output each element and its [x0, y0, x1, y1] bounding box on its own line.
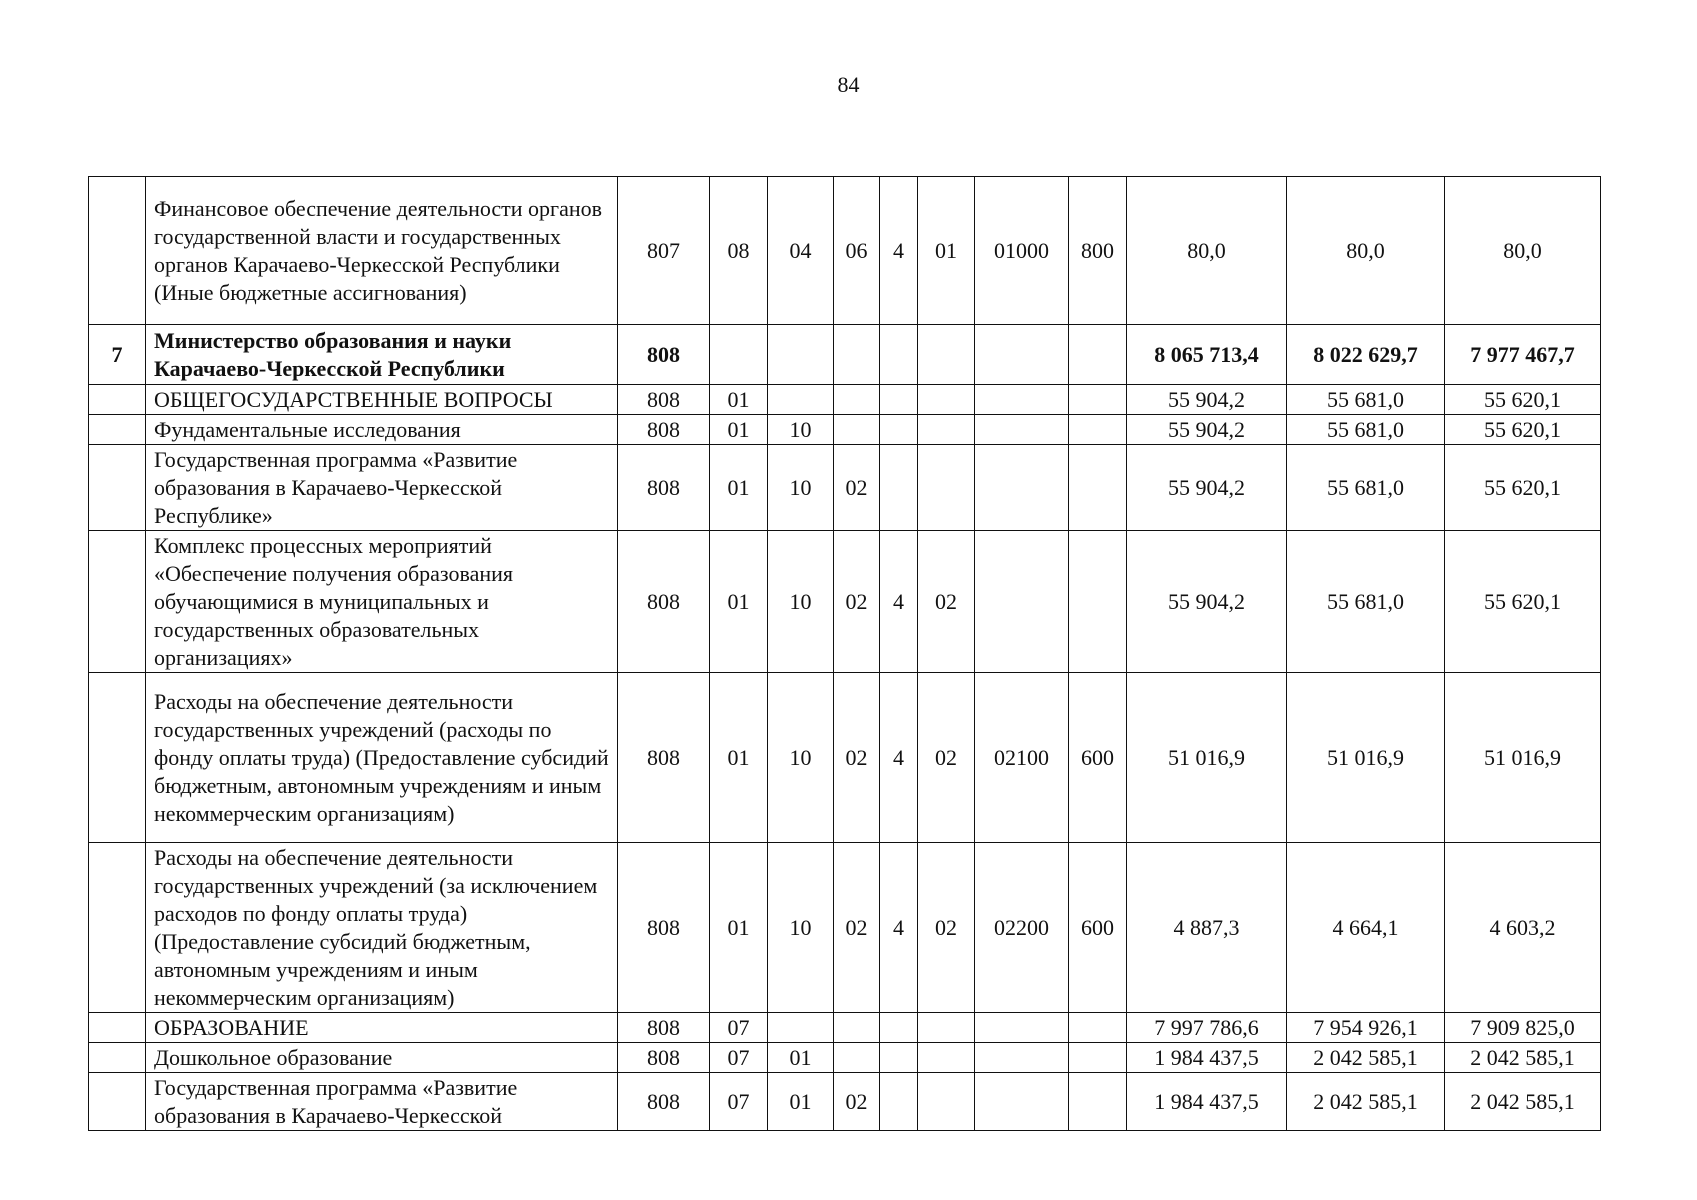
table-row [89, 445, 1601, 531]
amount-year1: 4 887,3 [1127, 843, 1287, 1013]
section-code: 01 [710, 843, 768, 1013]
amount-year3: 4 603,2 [1445, 843, 1601, 1013]
row-number [89, 1013, 146, 1043]
amount-year3: 55 620,1 [1445, 531, 1601, 673]
amount-year3: 2 042 585,1 [1445, 1043, 1601, 1073]
amount-year2: 55 681,0 [1287, 445, 1445, 531]
program-code [834, 415, 880, 445]
amount-year2: 55 681,0 [1287, 385, 1445, 415]
subprogram-type-code: 4 [880, 531, 918, 673]
subprogram-code: 02 [918, 531, 975, 673]
amount-year1: 80,0 [1127, 177, 1287, 325]
subprogram-code: 02 [918, 843, 975, 1013]
amount-year2: 7 954 926,1 [1287, 1013, 1445, 1043]
subprogram-code [918, 325, 975, 385]
table-row [89, 415, 1601, 445]
amount-year1: 55 904,2 [1127, 385, 1287, 415]
row-number: 7 [89, 325, 146, 385]
table-row [89, 673, 1601, 843]
subprogram-code [918, 1013, 975, 1043]
section-code: 07 [710, 1073, 768, 1131]
direction-code: 02200 [975, 843, 1069, 1013]
direction-code [975, 1043, 1069, 1073]
section-code: 07 [710, 1043, 768, 1073]
admin-code: 808 [618, 673, 710, 843]
subprogram-code [918, 1043, 975, 1073]
amount-year2: 2 042 585,1 [1287, 1043, 1445, 1073]
amount-year2: 55 681,0 [1287, 415, 1445, 445]
program-code [834, 1043, 880, 1073]
program-code: 02 [834, 445, 880, 531]
amount-year3: 55 620,1 [1445, 445, 1601, 531]
program-code [834, 385, 880, 415]
subprogram-type-code [880, 445, 918, 531]
admin-code: 808 [618, 1043, 710, 1073]
table-row [89, 1043, 1601, 1073]
subprogram-type-code [880, 325, 918, 385]
row-name: Расходы на обеспечение деятельности государственных учреждений (за исключением расходов по фонду оплаты труда) (Предоставление субсидий бюджетным, автономным учреждениям и иным некоммерческим организациям) [146, 843, 618, 1013]
admin-code: 808 [618, 415, 710, 445]
expense-type-code: 800 [1069, 177, 1127, 325]
row-name: Министерство образования и науки Карачаево-Черкесской Республики [146, 325, 618, 385]
section-code: 08 [710, 177, 768, 325]
subprogram-code [918, 415, 975, 445]
subsection-code: 10 [768, 531, 834, 673]
row-number [89, 385, 146, 415]
row-name: Комплекс процессных мероприятий «Обеспечение получения образования обучающимися в муниципальных и государственных образовательных организациях» [146, 531, 618, 673]
program-code [834, 1013, 880, 1043]
row-number [89, 177, 146, 325]
table-row [89, 843, 1601, 1013]
subsection-code: 10 [768, 843, 834, 1013]
admin-code: 807 [618, 177, 710, 325]
row-name: Государственная программа «Развитие образования в Карачаево-Черкесской [146, 1073, 618, 1131]
subprogram-type-code [880, 1043, 918, 1073]
amount-year1: 8 065 713,4 [1127, 325, 1287, 385]
amount-year1: 1 984 437,5 [1127, 1043, 1287, 1073]
section-code: 01 [710, 531, 768, 673]
amount-year1: 55 904,2 [1127, 531, 1287, 673]
subsection-code: 10 [768, 415, 834, 445]
direction-code [975, 385, 1069, 415]
budget-table [88, 176, 1601, 1131]
row-name: Фундаментальные исследования [146, 415, 618, 445]
subprogram-code: 02 [918, 673, 975, 843]
row-number [89, 673, 146, 843]
amount-year3: 2 042 585,1 [1445, 1073, 1601, 1131]
section-code [710, 325, 768, 385]
admin-code: 808 [618, 1073, 710, 1131]
subprogram-type-code: 4 [880, 673, 918, 843]
table-row [89, 325, 1601, 385]
subprogram-type-code [880, 1013, 918, 1043]
subprogram-code [918, 1073, 975, 1131]
direction-code [975, 325, 1069, 385]
subsection-code: 04 [768, 177, 834, 325]
direction-code [975, 445, 1069, 531]
section-code: 01 [710, 415, 768, 445]
program-code: 02 [834, 531, 880, 673]
amount-year2: 8 022 629,7 [1287, 325, 1445, 385]
expense-type-code [1069, 1073, 1127, 1131]
subprogram-code [918, 385, 975, 415]
amount-year3: 80,0 [1445, 177, 1601, 325]
table-row [89, 1073, 1601, 1131]
program-code: 02 [834, 843, 880, 1013]
row-name: Финансовое обеспечение деятельности органов государственной власти и государственных органов Карачаево-Черкесской Республики (Иные бюджетные ассигнования) [146, 177, 618, 325]
expense-type-code [1069, 1013, 1127, 1043]
table-row [89, 177, 1601, 325]
amount-year1: 1 984 437,5 [1127, 1073, 1287, 1131]
amount-year3: 7 909 825,0 [1445, 1013, 1601, 1043]
subprogram-type-code [880, 1073, 918, 1131]
row-name: Государственная программа «Развитие образования в Карачаево-Черкесской Республике» [146, 445, 618, 531]
subsection-code: 01 [768, 1073, 834, 1131]
row-name: Расходы на обеспечение деятельности государственных учреждений (расходы по фонду оплаты труда) (Предоставление субсидий бюджетным, автономным учреждениям и иным некоммерческим организациям) [146, 673, 618, 843]
expense-type-code: 600 [1069, 673, 1127, 843]
amount-year3: 51 016,9 [1445, 673, 1601, 843]
admin-code: 808 [618, 1013, 710, 1043]
expense-type-code [1069, 385, 1127, 415]
subprogram-type-code: 4 [880, 177, 918, 325]
section-code: 07 [710, 1013, 768, 1043]
amount-year1: 51 016,9 [1127, 673, 1287, 843]
subprogram-code [918, 445, 975, 531]
subsection-code [768, 325, 834, 385]
subsection-code: 10 [768, 445, 834, 531]
admin-code: 808 [618, 531, 710, 673]
admin-code: 808 [618, 445, 710, 531]
amount-year1: 7 997 786,6 [1127, 1013, 1287, 1043]
amount-year2: 55 681,0 [1287, 531, 1445, 673]
program-code: 02 [834, 673, 880, 843]
direction-code [975, 531, 1069, 673]
admin-code: 808 [618, 325, 710, 385]
subsection-code [768, 1013, 834, 1043]
amount-year2: 80,0 [1287, 177, 1445, 325]
amount-year3: 55 620,1 [1445, 385, 1601, 415]
admin-code: 808 [618, 843, 710, 1013]
subprogram-type-code [880, 415, 918, 445]
subprogram-code: 01 [918, 177, 975, 325]
direction-code [975, 1013, 1069, 1043]
row-name: ОБРАЗОВАНИЕ [146, 1013, 618, 1043]
table-row [89, 1013, 1601, 1043]
amount-year2: 4 664,1 [1287, 843, 1445, 1013]
expense-type-code [1069, 531, 1127, 673]
amount-year1: 55 904,2 [1127, 445, 1287, 531]
program-code: 02 [834, 1073, 880, 1131]
row-number [89, 843, 146, 1013]
row-number [89, 445, 146, 531]
subsection-code [768, 385, 834, 415]
expense-type-code [1069, 1043, 1127, 1073]
section-code: 01 [710, 445, 768, 531]
amount-year2: 2 042 585,1 [1287, 1073, 1445, 1131]
row-number [89, 531, 146, 673]
direction-code [975, 1073, 1069, 1131]
expense-type-code [1069, 325, 1127, 385]
row-number [89, 1043, 146, 1073]
table-row [89, 385, 1601, 415]
program-code: 06 [834, 177, 880, 325]
row-number [89, 1073, 146, 1131]
subsection-code: 10 [768, 673, 834, 843]
direction-code: 02100 [975, 673, 1069, 843]
amount-year3: 7 977 467,7 [1445, 325, 1601, 385]
page-number: 84 [837, 72, 860, 97]
direction-code: 01000 [975, 177, 1069, 325]
row-number [89, 415, 146, 445]
amount-year2: 51 016,9 [1287, 673, 1445, 843]
row-name: ОБЩЕГОСУДАРСТВЕННЫЕ ВОПРОСЫ [146, 385, 618, 415]
expense-type-code [1069, 415, 1127, 445]
amount-year1: 55 904,2 [1127, 415, 1287, 445]
subprogram-type-code: 4 [880, 843, 918, 1013]
expense-type-code: 600 [1069, 843, 1127, 1013]
table-row [89, 531, 1601, 673]
program-code [834, 325, 880, 385]
section-code: 01 [710, 385, 768, 415]
subprogram-type-code [880, 385, 918, 415]
amount-year3: 55 620,1 [1445, 415, 1601, 445]
section-code: 01 [710, 673, 768, 843]
expense-type-code [1069, 445, 1127, 531]
subsection-code: 01 [768, 1043, 834, 1073]
direction-code [975, 415, 1069, 445]
admin-code: 808 [618, 385, 710, 415]
row-name: Дошкольное образование [146, 1043, 618, 1073]
